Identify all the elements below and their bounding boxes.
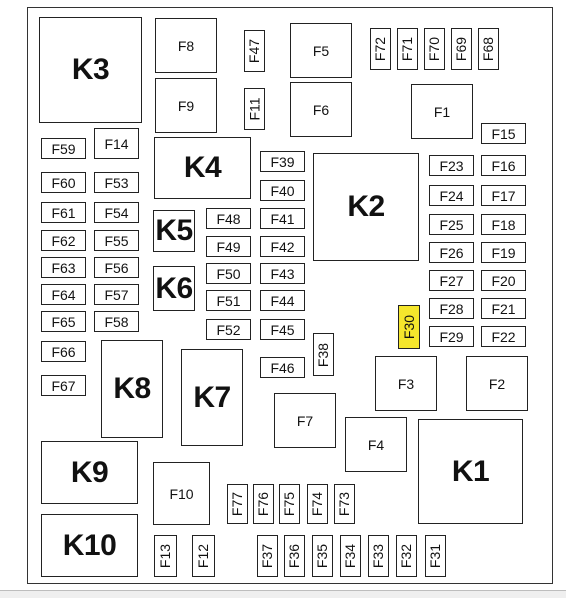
fuse-f3: F3 [375,356,437,411]
fuse-f27: F27 [429,270,474,291]
fuse-f50: F50 [206,263,251,284]
relay-k6: K6 [153,266,195,311]
fuse-f44: F44 [260,290,305,311]
relay-k9: K9 [41,441,138,504]
fuse-f67: F67 [41,375,86,396]
fuse-f46: F46 [260,357,305,378]
fuse-f30-highlighted: F30 [398,305,420,349]
fuse-f6: F6 [290,82,352,137]
relay-k7: K7 [181,349,243,446]
fuse-f77: F77 [227,484,248,524]
relay-k10: K10 [41,514,138,577]
fuse-f48: F48 [206,208,251,229]
fuse-f18: F18 [481,214,526,235]
fuse-f53: F53 [94,172,139,193]
fuse-f1: F1 [411,84,473,139]
fuse-f41: F41 [260,208,305,229]
fuse-f66: F66 [41,341,86,362]
fuse-f29: F29 [429,326,474,347]
relay-k2: K2 [313,153,419,261]
fuse-f37: F37 [257,535,278,577]
fuse-f9: F9 [155,78,217,133]
fuse-f39: F39 [260,151,305,172]
fuse-f28: F28 [429,298,474,319]
fuse-f33: F33 [368,535,389,577]
fuse-f47: F47 [244,30,265,72]
fuse-f54: F54 [94,202,139,223]
fuse-f10: F10 [153,462,210,525]
fuse-f49: F49 [206,236,251,257]
fuse-f43: F43 [260,263,305,284]
fuse-f12: F12 [192,535,215,577]
relay-k4: K4 [154,137,251,199]
fuse-f56: F56 [94,257,139,278]
fuse-f55: F55 [94,230,139,251]
fuse-f8: F8 [155,18,217,73]
fuse-f74: F74 [307,484,328,524]
fuse-f71: F71 [397,28,418,70]
relay-k3: K3 [39,17,142,123]
fuse-f7: F7 [274,393,336,448]
fuse-f32: F32 [396,535,417,577]
fuse-f34: F34 [340,535,361,577]
fuse-f2: F2 [466,356,528,411]
fuse-f13: F13 [154,535,177,577]
fuse-f63: F63 [41,257,86,278]
fuse-f51: F51 [206,290,251,311]
fuse-f5: F5 [290,23,352,78]
fuse-f58: F58 [94,311,139,332]
fuse-f40: F40 [260,180,305,201]
fuse-f11: F11 [244,88,265,130]
fuse-f76: F76 [253,484,274,524]
fuse-f26: F26 [429,242,474,263]
fuse-f16: F16 [481,155,526,176]
fuse-f75: F75 [279,484,300,524]
fuse-f69: F69 [451,28,472,70]
fuse-f52: F52 [206,319,251,340]
fuse-f73: F73 [334,484,355,524]
relay-k8: K8 [101,340,163,438]
fuse-f24: F24 [429,185,474,206]
fuse-f42: F42 [260,236,305,257]
fuse-f20: F20 [481,270,526,291]
relay-k1: K1 [418,419,523,524]
fuse-f65: F65 [41,311,86,332]
fuse-f62: F62 [41,230,86,251]
fuse-f21: F21 [481,298,526,319]
fuse-f64: F64 [41,284,86,305]
relay-k5: K5 [153,210,195,252]
fuse-f70: F70 [424,28,445,70]
fuse-f25: F25 [429,214,474,235]
fuse-f17: F17 [481,185,526,206]
fuse-f31: F31 [425,535,446,577]
fuse-f19: F19 [481,242,526,263]
fuse-f57: F57 [94,284,139,305]
fuse-f15: F15 [481,123,526,144]
fuse-f22: F22 [481,326,526,347]
fuse-f14: F14 [94,128,139,159]
fuse-f60: F60 [41,172,86,193]
fuse-f68: F68 [478,28,499,70]
fuse-f61: F61 [41,202,86,223]
fuse-f38: F38 [313,333,334,376]
fuse-f59: F59 [41,138,86,159]
fuse-f45: F45 [260,319,305,340]
fuse-f4: F4 [345,417,407,472]
fuse-f72: F72 [370,28,391,70]
fuse-f23: F23 [429,155,474,176]
fuse-f35: F35 [312,535,333,577]
fuse-f36: F36 [284,535,305,577]
